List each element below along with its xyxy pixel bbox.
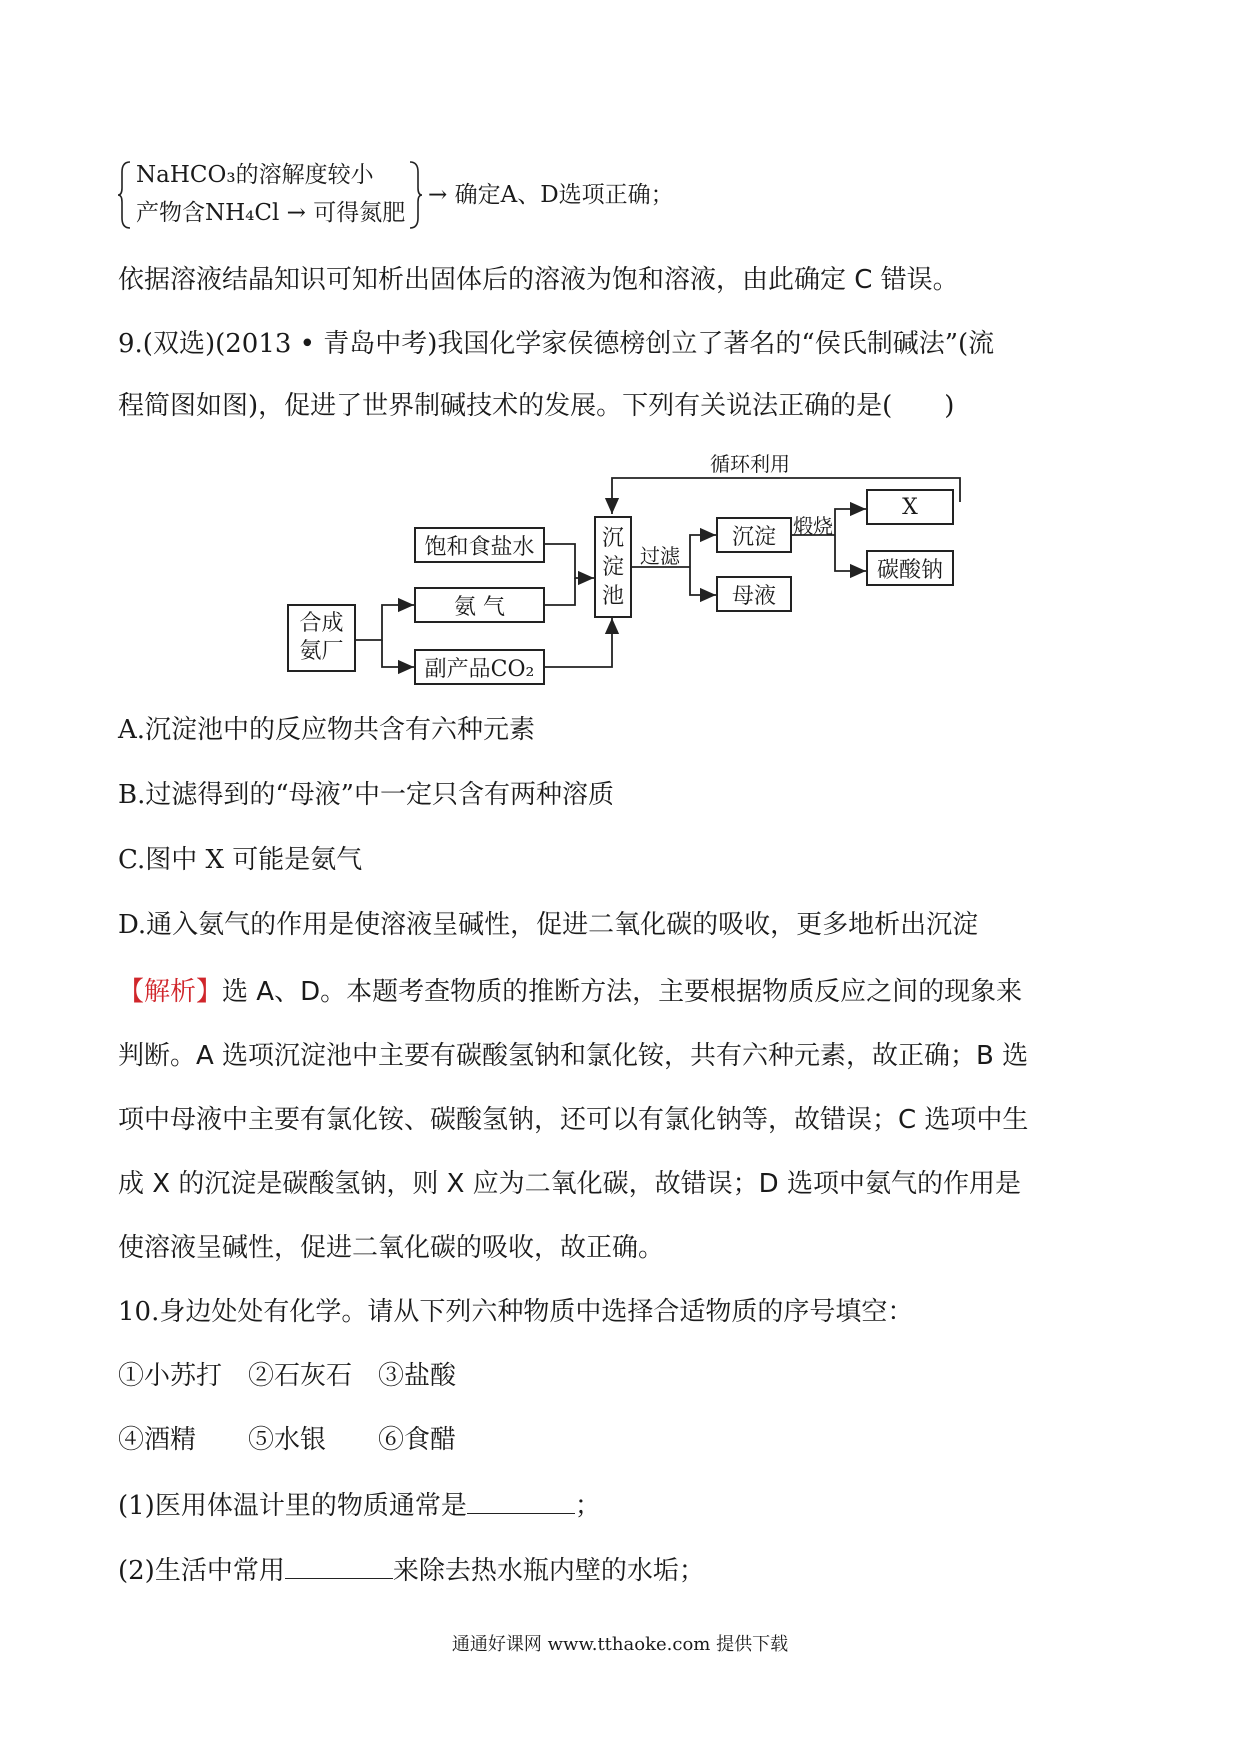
analysis-line-1 — [118, 974, 1022, 1010]
calcine-label: 煅烧 — [793, 514, 833, 538]
answer-blank-1[interactable] — [467, 1487, 575, 1514]
q10-sub-1 — [118, 1487, 601, 1524]
analysis-line-5: 使溶液呈碱性，促进二氧化碳的吸收，故正确。 — [118, 1233, 665, 1263]
footer-credit: 通通好课网 www.tthaoke.com 提供下载 — [451, 1634, 789, 1655]
option-d: D.通入氨气的作用是使溶液呈碱性，促进二氧化碳的吸收，更多地析出沉淀 — [118, 910, 979, 940]
analysis-line-3: 项中母液中主要有氯化铵、碳酸氢钠，还可以有氯化钠等，故错误；C 选项中生 — [118, 1105, 1029, 1135]
brace-row-2: 产物含NH₄Cl → 可得氮肥 — [136, 200, 406, 226]
sub1-end: ； — [574, 1491, 601, 1521]
mother-liquor-box: 母液 — [716, 576, 792, 612]
analysis-tag: 【解析】 — [118, 977, 223, 1007]
q10-options-row-2: ④酒精 ⑤水银 ⑥食醋 — [118, 1425, 457, 1455]
analysis-line-4: 成 X 的沉淀是碳酸氢钠，则 X 应为二氧化碳，故错误；D 选项中氨气的作用是 — [118, 1169, 1021, 1199]
ammonia-box: 氨 气 — [414, 587, 545, 623]
soda-box: 碳酸钠 — [866, 550, 954, 586]
brace-row-1: NaHCO₃的溶解度较小 — [136, 162, 374, 188]
tank-char-1: 沉 — [601, 525, 624, 551]
q10-stem: 10.身边处处有化学。请从下列六种物质中选择合适物质的序号填空： — [118, 1297, 914, 1327]
saturated-brine-box: 饱和食盐水 — [414, 527, 545, 563]
filter-label: 过滤 — [640, 544, 680, 568]
tank-char-2: 淀 — [601, 554, 624, 580]
sub2-text: (2)生活中常用 — [118, 1556, 285, 1586]
q9-line-1: 9.(双选)(2013 • 青岛中考)我国化学家侯德榜创立了著名的“侯氏制碱法”(流 — [118, 329, 995, 359]
option-b: B.过滤得到的“母液”中一定只含有两种溶质 — [118, 780, 614, 810]
sub1-text: (1)医用体温计里的物质通常是 — [118, 1491, 467, 1521]
plant-line-2: 氨厂 — [299, 639, 344, 664]
plant-line-1: 合成 — [299, 611, 344, 636]
recycle-label: 循环利用 — [710, 452, 790, 476]
tank-char-3: 池 — [601, 583, 624, 609]
option-a: A.沉淀池中的反应物共含有六种元素 — [118, 715, 536, 745]
settling-tank-box — [594, 516, 632, 618]
analysis-text-1: 选 A、D。本题考查物质的推断方法，主要根据物质反应之间的现象来 — [222, 977, 1023, 1007]
ammonia-plant-box — [287, 604, 356, 672]
x-box: X — [866, 489, 954, 525]
answer-blank-2[interactable] — [285, 1552, 393, 1579]
analysis-line-2: 判断。A 选项沉淀池中主要有碳酸氢钠和氯化铵，共有六种元素，故正确；B 选 — [118, 1041, 1029, 1071]
q9-line-2: 程简图如图)，促进了世界制碱技术的发展。下列有关说法正确的是( ) — [118, 391, 955, 421]
option-c: C.图中 X 可能是氨气 — [118, 845, 363, 875]
intro-conclusion: 依据溶液结晶知识可知析出固体后的溶液为饱和溶液，由此确定 C 错误。 — [118, 265, 959, 295]
sub2-end: 来除去热水瓶内壁的水垢； — [392, 1556, 705, 1586]
precipitate-box: 沉淀 — [716, 517, 792, 553]
byproduct-co2-box: 副产品CO₂ — [414, 649, 545, 685]
q10-sub-2 — [118, 1552, 705, 1589]
q10-options-row-1: ①小苏打 ②石灰石 ③盐酸 — [118, 1361, 457, 1391]
brace-result: → 确定A、D选项正确； — [428, 182, 674, 208]
